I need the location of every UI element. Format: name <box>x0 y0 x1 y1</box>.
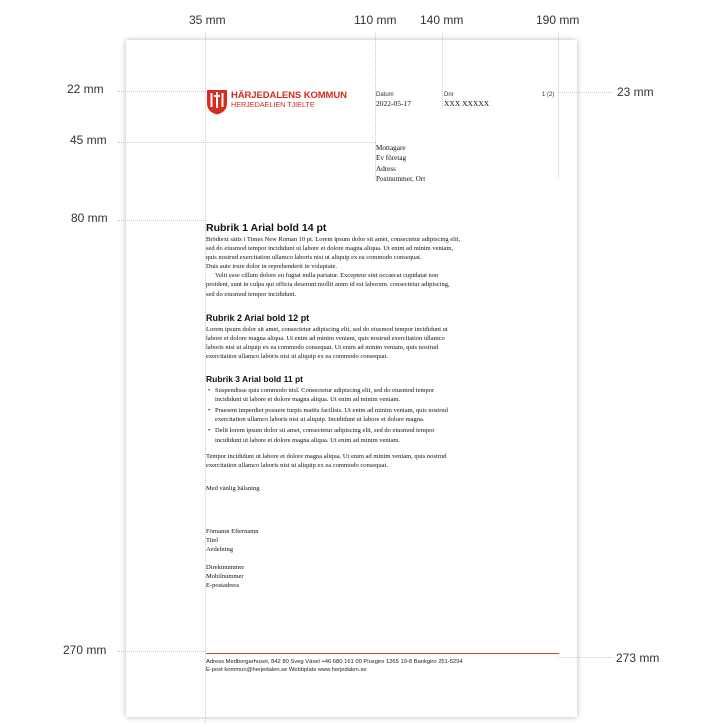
text-line: Tempor incididunt ut labore et dolore magna aliqua. Ut enim ad minim veniam, quis nostrud <box>206 452 447 460</box>
logo-name: HÄRJEDALENS KOMMUN <box>231 90 347 101</box>
text-line: Praesent imperdiet posuere turpis mattis facilisis. Ut enim ad minim veniam, quis nostrud <box>215 407 448 415</box>
body-paragraph <box>206 325 524 361</box>
letter-body <box>206 221 524 590</box>
page-number: 1 (2) <box>542 92 555 98</box>
bullet-list <box>206 386 524 445</box>
text-line: exercitation ullamco laboris nisi ut aliquip ex ea commodo consequat. <box>206 461 388 469</box>
measure-label-left-45: 45 mm <box>70 133 107 147</box>
recipient-line: Mottagare <box>376 144 406 152</box>
body-paragraph <box>206 271 524 298</box>
measure-label-top-35: 35 mm <box>189 13 226 27</box>
guide-horizontal-23 <box>558 92 613 93</box>
reference-value: XXX XXXXX <box>444 99 490 108</box>
contact-block <box>206 563 524 590</box>
recipient-address <box>376 143 425 185</box>
measure-label-top-140: 140 mm <box>420 13 464 27</box>
text-line: Velit esse cillum dolore eu fugiat nulla pariatur. Excepteur sint occaecat cupidatat non <box>215 272 439 280</box>
text-line: incididunt ut labore et dolore magna aliqua. Ut enim ad minim veniam. <box>215 396 401 404</box>
logo-subtitle: HERJEDAELIEN TJIELTE <box>231 100 315 109</box>
text-line: laboris nisi ut aliquip ex ea commodo consequat. Ut enim ad minim veniam, quis nostrud <box>206 343 439 351</box>
bullet-icon: • <box>208 387 211 395</box>
list-item <box>208 406 524 424</box>
text-line: Delit lorem ipsum dolor sit amet, consectetur adipiscing elit, sed do eiusmod tempor <box>215 427 435 435</box>
text-line: quis nostrud exercitation ullamco laboris nisi ut aliquip ex ea commodo consequat. <box>206 254 422 262</box>
body-paragraph <box>206 235 524 271</box>
text-line: exercitation ullamco laboris nisi ut aliquip. Incididunt ut labore et dolore magna. <box>215 416 425 424</box>
text-line: proident, sunt in culpa qui officia deserunt mollit anim id est laborum. consectetur adipiscing, <box>206 281 450 289</box>
recipient-line: Ev företag <box>376 154 407 163</box>
contact-line: Mobilnummer <box>206 573 244 581</box>
contact-line: Direktnummer <box>206 564 245 572</box>
heading-2: Rubrik 2 Arial bold 12 pt <box>206 312 310 323</box>
bullet-icon: • <box>208 427 211 435</box>
closing-greeting: Med vänlig hälsning <box>206 484 260 492</box>
measure-label-left-80: 80 mm <box>71 211 108 225</box>
text-line: labore et dolore magna aliqua. Ut enim ad minim veniam, quis nostrud exercitation ullamco <box>206 334 445 342</box>
text-line: Suspendisse quis commodo nisl. Consectetur adipiscing elit, sed do eiusmod tempor <box>215 387 435 395</box>
footer <box>206 659 463 674</box>
heading-3: Rubrik 3 Arial bold 11 pt <box>206 374 303 385</box>
text-line: exercitation ullamco laboris nisi ut aliquip ex ea commodo consequat. <box>206 352 388 360</box>
text-line: Brödtext sätts i Times New Roman 10 pt. Lorem ipsum dolor sit amet, consectetur adipiscing elit, <box>206 236 461 243</box>
contact-line: E-postadress <box>206 582 240 590</box>
recipient-line: Postnummer, Ort <box>376 175 426 184</box>
guide-horizontal-22 <box>118 91 206 92</box>
signature-line: Avdelning <box>206 546 233 554</box>
measure-label-top-190: 190 mm <box>536 13 580 27</box>
text-line: sed do eiusmod tempor incididunt ut labore et dolore magna aliqua. Ut enim ad minim veniam, <box>206 245 454 253</box>
measure-label-right-273: 273 mm <box>616 651 660 665</box>
measure-label-left-22: 22 mm <box>67 82 104 96</box>
municipality-logo <box>206 89 356 117</box>
guide-vertical-140 <box>442 33 443 108</box>
footer-rule <box>206 653 559 654</box>
list-item <box>208 426 524 444</box>
coat-of-arms-icon <box>206 89 228 115</box>
date-label: Datum <box>376 92 394 98</box>
recipient-line: Adress <box>376 164 396 173</box>
text-line: Duis aute irure dolor in reprehenderit in voluptate. <box>206 263 338 271</box>
heading-1: Rubrik 1 Arial bold 14 pt <box>206 222 327 234</box>
reference-label: Dnr <box>444 92 454 98</box>
guide-horizontal-273 <box>558 657 613 658</box>
measure-label-right-23: 23 mm <box>617 85 654 99</box>
guide-vertical-190 <box>558 33 559 178</box>
signature-line: Förnamn Efternamn <box>206 527 259 535</box>
measure-label-top-110: 110 mm <box>354 13 397 27</box>
signature-line: Titel <box>206 536 219 544</box>
guide-horizontal-80 <box>118 220 206 221</box>
footer-address-line: Adress Medborgarhuset, 842 80 Sveg Växel +46 680 161 00 Plusgiro 1265 19-8 Bankgiro 251-5294 <box>206 659 463 665</box>
text-line: Lorem ipsum dolor sit amet, consectetur adipiscing elit, sed do eiusmod tempor incididunt ut <box>206 325 448 333</box>
footer-contact-line: E-post kommun@herjedalen.se Webbplats www.herjedalen.se <box>206 666 367 673</box>
date-value: 2022-05-17 <box>376 99 411 108</box>
list-item <box>208 386 524 404</box>
text-line: sed do eiusmod tempor incididunt. <box>206 290 297 298</box>
guide-horizontal-45 <box>118 142 376 143</box>
bullet-icon: • <box>208 407 211 415</box>
guide-horizontal-270 <box>118 651 206 652</box>
signature-block <box>206 527 524 554</box>
measure-label-left-270: 270 mm <box>63 643 107 657</box>
body-paragraph <box>206 452 524 470</box>
text-line: incididunt ut labore et dolore magna aliqua. Ut enim ad minim veniam. <box>215 436 401 444</box>
